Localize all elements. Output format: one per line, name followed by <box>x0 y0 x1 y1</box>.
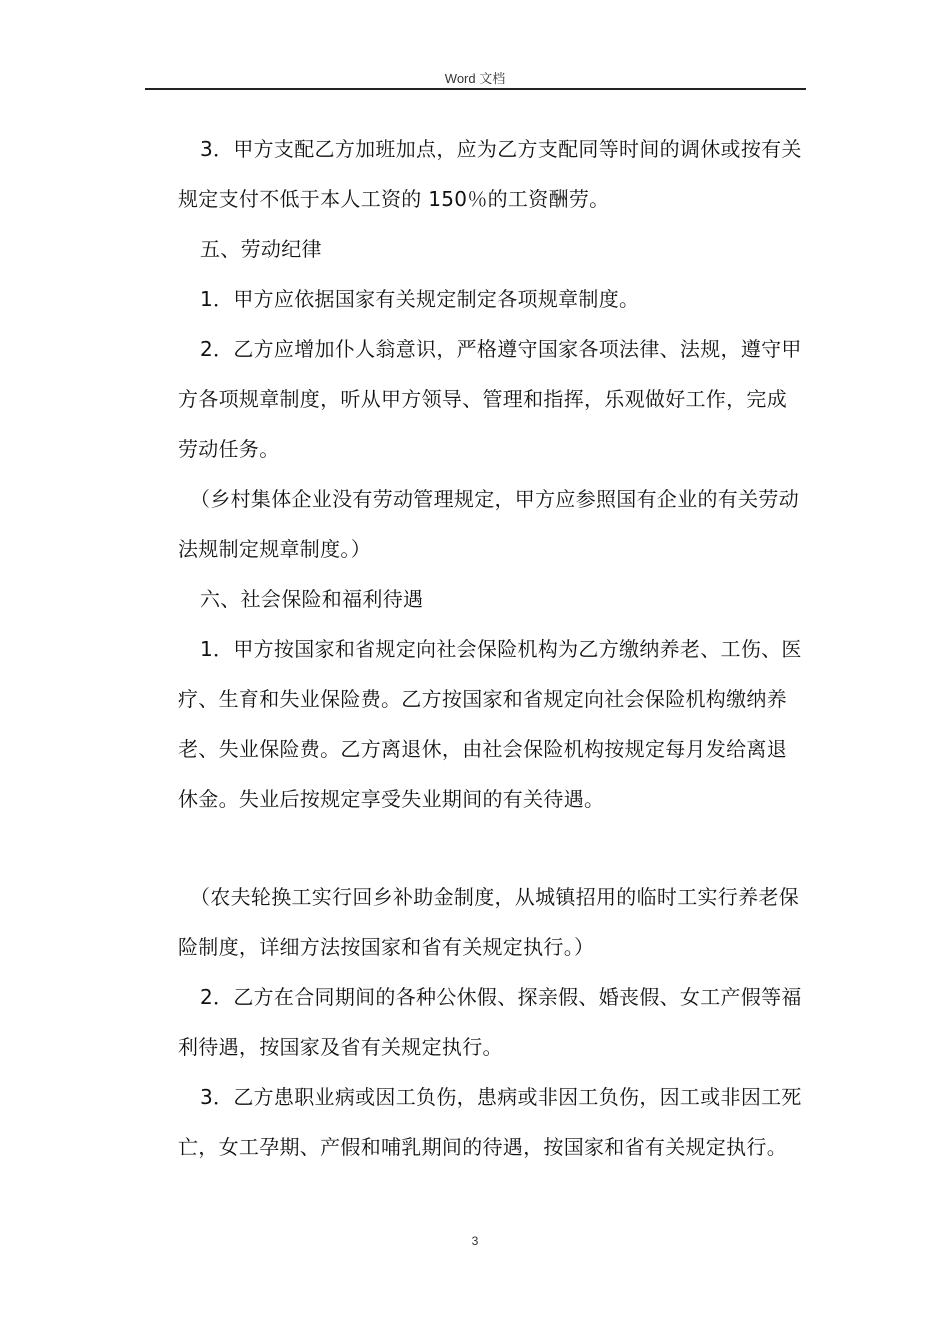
document-body <box>178 124 804 1172</box>
paragraph-rules: 1．甲方应依据国家有关规定制定各项规章制度。 <box>200 287 640 311</box>
header-divider <box>145 88 806 90</box>
paragraph-overtime: 3．甲方支配乙方加班加点，应为乙方支配同等时间的调休或按有关规定支付不低于本人工资的 150％的工资酬劳。 <box>178 137 802 211</box>
paragraph-rotation-note: （农夫轮换工实行回乡补助金制度，从城镇招用的临时工实行养老保险制度，详细方法按国家和省有关规定执行。） <box>178 885 799 959</box>
paragraph-leave: 2．乙方在合同期间的各种公休假、探亲假、婚丧假、女工产假等福利待遇，按国家及省有关规定执行。 <box>178 985 802 1059</box>
paragraph-injury: 3．乙方患职业病或因工负伤，患病或非因工负伤，因工或非因工死亡，女工孕期、产假和哺乳期间的待遇，按国家和省有关规定执行。 <box>178 1085 802 1159</box>
paragraph-obligations: 2．乙方应增加仆人翁意识，严格遵守国家各项法律、法规，遵守甲方各项规章制度，听从甲方领导、管理和指挥，乐观做好工作，完成劳动任务。 <box>178 337 802 461</box>
page-header-title: Word 文档 <box>444 71 506 86</box>
section-heading-social-insurance: 六、社会保险和福利待遇 <box>200 587 424 611</box>
page-number: 3 <box>471 1234 479 1248</box>
paragraph-insurance: 1．甲方按国家和省规定向社会保险机构为乙方缴纳养老、工伤、医疗、生育和失业保险费。乙方按国家和省规定向社会保险机构缴纳养老、失业保险费。乙方离退休，由社会保险机构按规定每月发给离退休金。失业后按规定享受失业期间的有关待遇。 <box>178 637 802 811</box>
paragraph-rural-note: （乡村集体企业没有劳动管理规定，甲方应参照国有企业的有关劳动法规制定规章制度。） <box>178 487 799 561</box>
section-heading-labor-discipline: 五、劳动纪律 <box>200 237 322 261</box>
paragraph-spacer <box>178 824 804 872</box>
